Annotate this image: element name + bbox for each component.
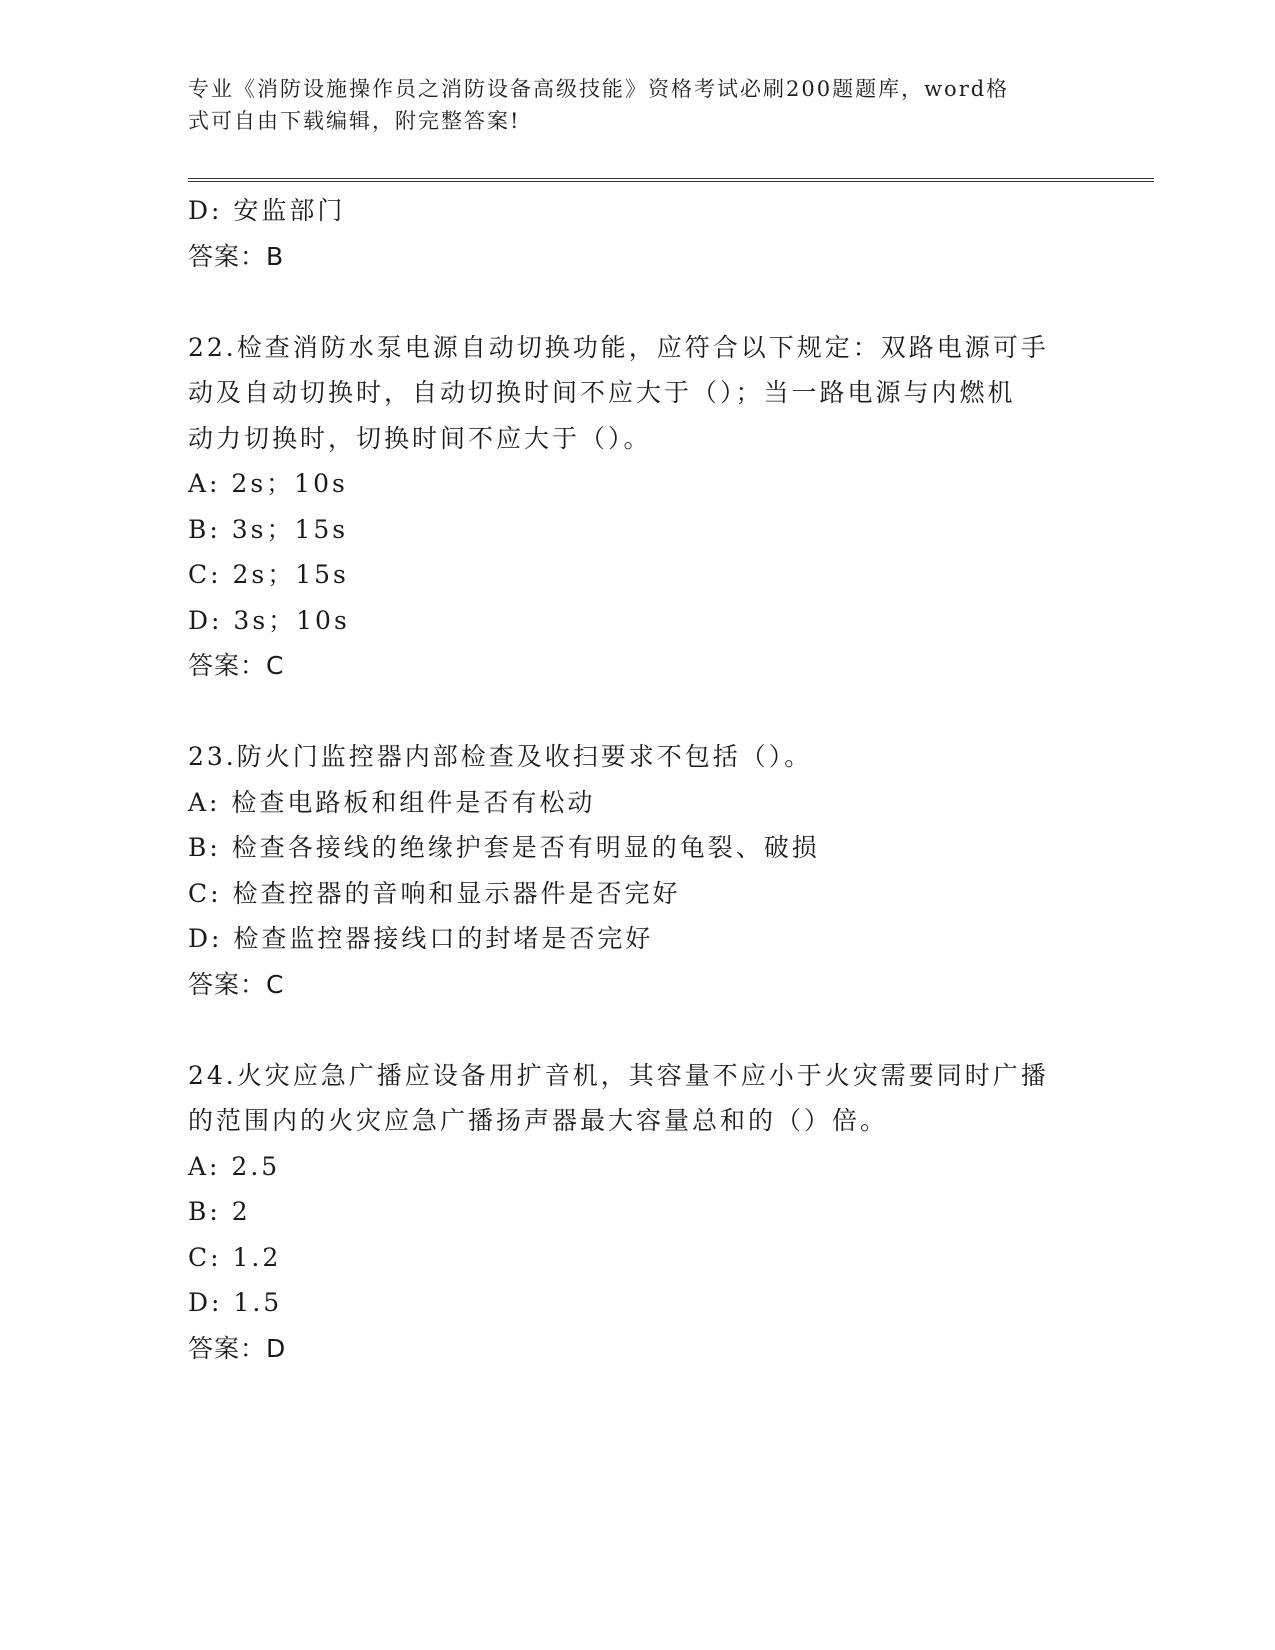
- spacer: [188, 689, 1088, 735]
- prev-answer: 答案：B: [188, 241, 285, 271]
- spacer: [188, 1007, 1088, 1053]
- option-c: C: 2s；15s: [188, 560, 349, 589]
- question-23: [188, 734, 1088, 1007]
- option-d: D: 检查监控器接线口的封堵是否完好: [188, 924, 654, 953]
- prev-option-d: D: 安监部门: [188, 196, 346, 225]
- option-a: A: 2s；10s: [188, 469, 348, 498]
- option-b: B: 检查各接线的绝缘护套是否有明显的龟裂、破损: [188, 833, 820, 862]
- question-stem-line: 22.检查消防水泵电源自动切换功能，应符合以下规定：双路电源可手: [188, 332, 1049, 362]
- header-line-2: 式可自由下载编辑，附完整答案!: [188, 109, 521, 133]
- question-stem-line: 动力切换时，切换时间不应大于（）。: [188, 423, 652, 453]
- header-line-1: 专业《消防设施操作员之消防设备高级技能》资格考试必刷200题题库，word格: [188, 77, 1010, 101]
- option-c: C: 检查控器的音响和显示器件是否完好: [188, 878, 681, 908]
- option-a: A: 2.5: [188, 1151, 281, 1181]
- question-22: [188, 325, 1088, 689]
- question-stem-line: 24.火灾应急广播应设备用扩音机，其容量不应小于火灾需要同时广播: [188, 1060, 1049, 1090]
- option-d: D: 3s；10s: [188, 605, 350, 635]
- question-list: [188, 188, 1088, 1371]
- answer: 答案：D: [188, 1333, 287, 1363]
- answer: 答案：C: [188, 969, 285, 999]
- option-d: D: 1.5: [188, 1288, 283, 1317]
- question-24: [188, 1053, 1088, 1372]
- option-b: B: 2: [188, 1197, 251, 1226]
- answer: 答案：C: [188, 651, 285, 680]
- question-stem-line: 23.防火门监控器内部检查及收扫要求不包括（）。: [188, 742, 813, 771]
- option-c: C: 1.2: [188, 1242, 282, 1272]
- question-stem-line: 的范围内的火灾应急广播扬声器最大容量总和的（）倍。: [188, 1106, 889, 1135]
- document-header: [188, 73, 1088, 137]
- question-stem-line: 动及自动切换时，自动切换时间不应大于（）；当一路电源与内燃机: [188, 378, 1016, 407]
- option-b: B: 3s；15s: [188, 514, 349, 544]
- header-divider: [188, 178, 1154, 182]
- option-a: A: 检查电路板和组件是否有松动: [188, 787, 596, 817]
- spacer: [188, 279, 1088, 325]
